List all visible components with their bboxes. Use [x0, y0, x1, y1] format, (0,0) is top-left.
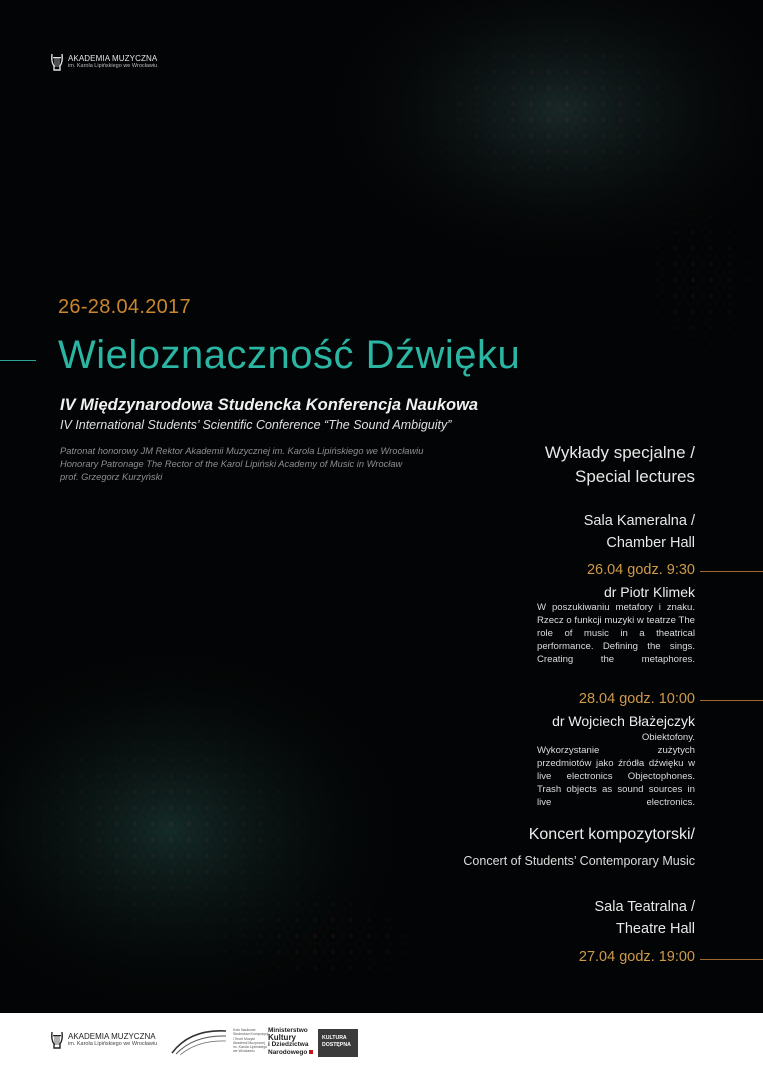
- lecture-2-abstract: Wykorzystanie zużytych przedmiotów jako źródła dźwięku w live electronics Objectophones. Trash objects as sound sources in live electronics.: [537, 745, 695, 808]
- subtitle-polish: IV Międzynarodowa Studencka Konferencja Naukowa: [60, 396, 479, 414]
- footer-academy-subname: im. Karola Lipińskiego we Wrocławiu: [68, 1041, 158, 1047]
- lyre-icon: [50, 1030, 64, 1050]
- concert-heading: Koncert kompozytorski/: [528, 826, 695, 843]
- lecture-1-speaker: dr Piotr Klimek: [603, 584, 695, 600]
- lecture-1-rule: [700, 571, 763, 572]
- patronage-note: [60, 445, 423, 484]
- lecture-2-datetime: 28.04 godz. 10:00: [578, 691, 695, 707]
- lecture-2-speaker: dr Wojciech Błażejczyk: [552, 713, 695, 729]
- lecture-1-abstract: W poszukiwaniu metafory i znaku. Rzecz o funkcji muzyki w teatrze The role of music in a theatrical performance. Defining the sings. Creating the metaphores.: [537, 602, 695, 665]
- patronage-line: Honorary Patronage The Rector of the Karol Lipiński Academy of Music in Wrocław: [60, 459, 403, 469]
- theatre-hall: Sala Teatralna / Theatre Hall: [594, 899, 695, 937]
- patronage-line: Patronat honorowy JM Rektor Akademii Muzycznej im. Karola Lipińskiego we Wrocławiu: [60, 446, 424, 456]
- lyre-icon: [50, 52, 64, 72]
- academy-name: AKADEMIA MUZYCZNA: [68, 54, 158, 63]
- concert-datetime: 27.04 godz. 19:00: [578, 949, 695, 965]
- student-council-text: Koło Naukowe Studentów Kompozycji i Teorii Muzyki Akademii Muzycznej im. Karola Lipińskiego we Wrocławiu: [233, 1028, 269, 1054]
- patronage-line: prof. Grzegorz Kurzyński: [60, 472, 163, 482]
- concert-subheading: Concert of Students’ Contemporary Music: [463, 854, 695, 868]
- subtitle-english: IV International Students’ Scientific Conference “The Sound Ambiguity”: [60, 418, 452, 432]
- lectures-heading: Wykłady specjalne / Special lectures: [544, 443, 695, 486]
- student-council-logo-icon: [170, 1025, 228, 1057]
- footer-academy-logo: [50, 1030, 157, 1050]
- footer-academy-name: AKADEMIA MUZYCZNA: [68, 1032, 156, 1041]
- ministry-logo: Ministerstwo Kultury i Dziedzictwa Narodowego: [268, 1027, 313, 1056]
- title-rule: [0, 360, 36, 361]
- ministry-dot-icon: [309, 1050, 313, 1054]
- lecture-2-rule: [700, 700, 763, 701]
- lecture-1-datetime: 26.04 godz. 9:30: [586, 562, 695, 578]
- academy-subname: im. Karola Lipińskiego we Wrocławiu: [68, 63, 158, 69]
- academy-logo-top: [50, 52, 157, 72]
- chamber-hall: Sala Kameralna / Chamber Hall: [583, 513, 695, 551]
- kultura-dostepna-logo: KULTURA DOSTĘPNA: [318, 1029, 358, 1057]
- conference-dates: 26-28.04.2017: [58, 296, 191, 318]
- conference-title: Wieloznaczność Dźwięku: [58, 333, 521, 377]
- concert-rule: [700, 959, 763, 960]
- lecture-2-abstract-line1: Obiektofony.: [641, 732, 695, 743]
